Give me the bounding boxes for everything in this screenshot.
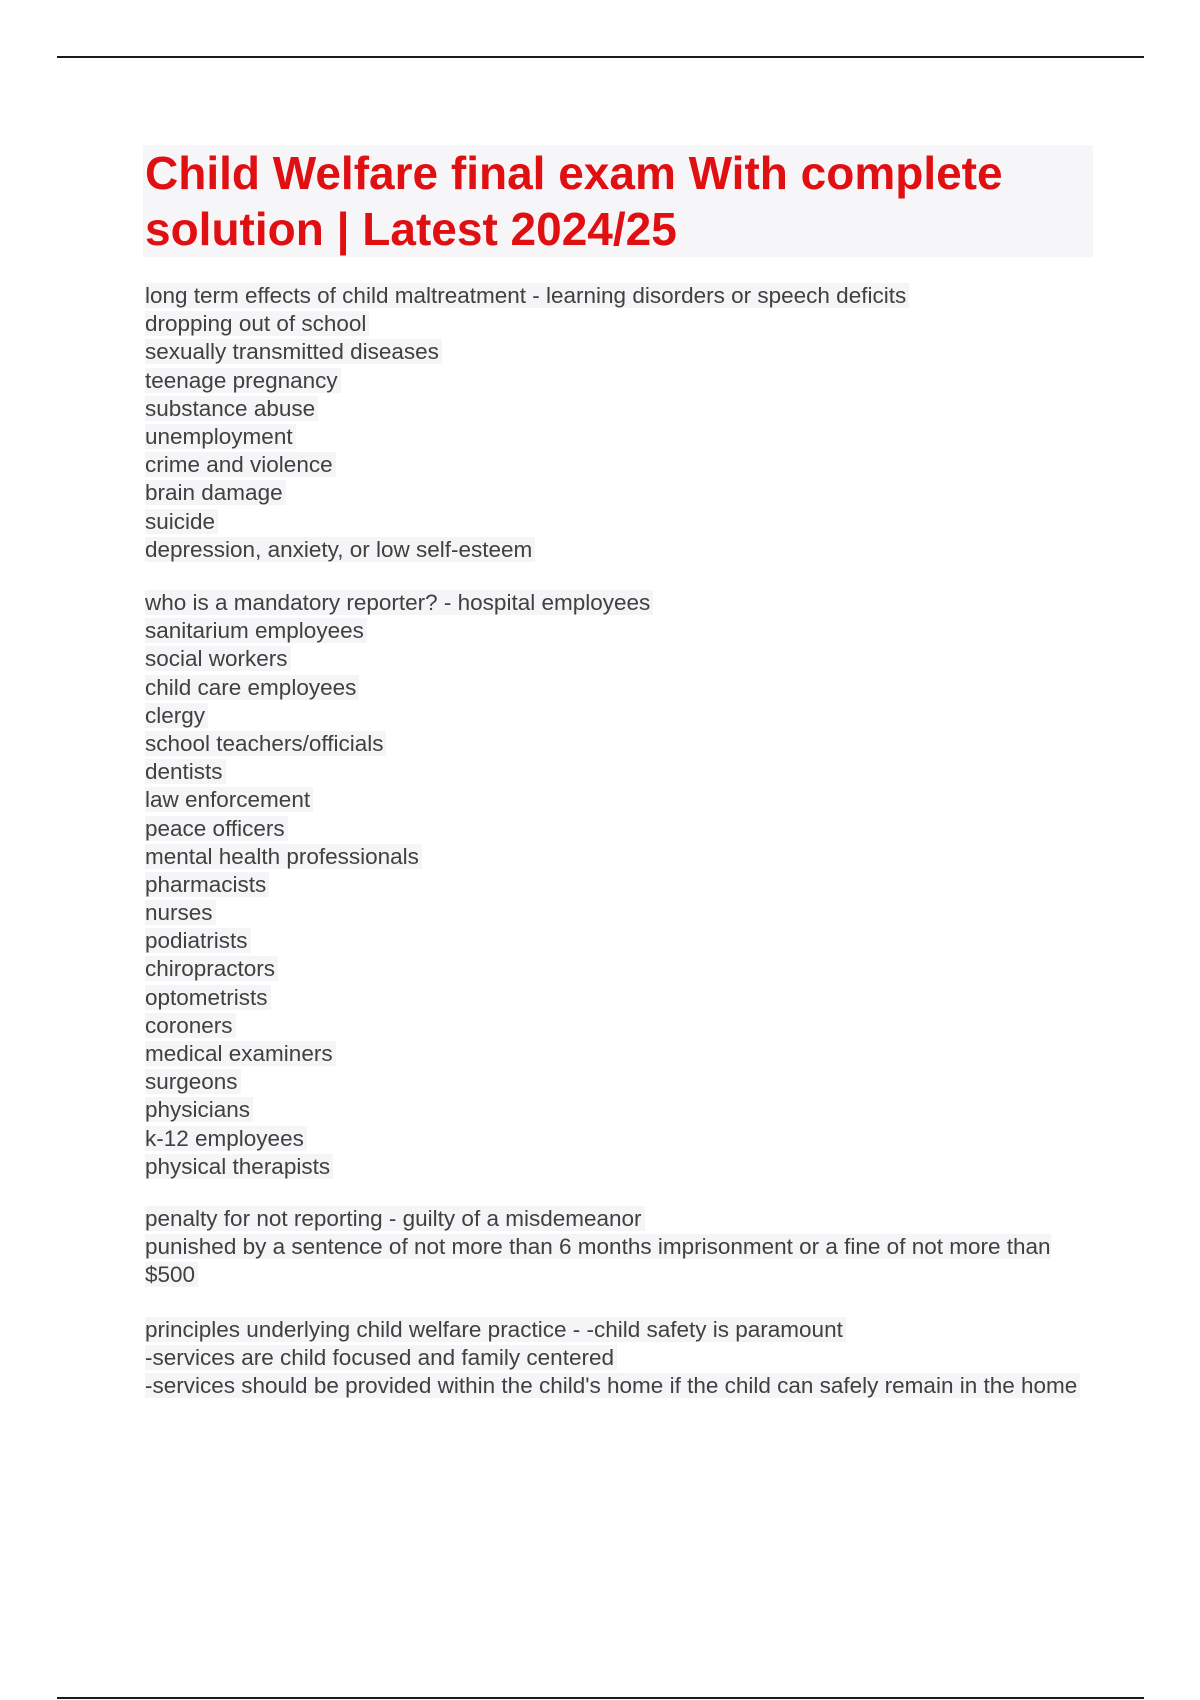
card-answer-line: -services are child focused and family centered [145,1345,617,1370]
card-answer-line: law enforcement [145,787,313,812]
question-answer-line [145,1317,846,1342]
card-question: penalty for not reporting [145,1206,383,1231]
card-answer-line: learning disorders or speech deficits [546,283,907,308]
card-separator: - [566,1317,587,1342]
card-answer-line: physicians [145,1097,253,1122]
card-answer-line: podiatrists [145,928,251,953]
card-answer-line: surgeons [145,1069,241,1094]
document-title [143,145,1093,257]
card-answer-line: punished by a sentence of not more than 6 months imprisonment or a fine of not more than $500 [145,1234,1051,1288]
card-answer-line: k-12 employees [145,1126,307,1151]
card-answer-line: dropping out of school [145,311,369,336]
card-answer-line: dentists [145,759,226,784]
card-separator: - [526,283,547,308]
card-answer-line: sexually transmitted diseases [145,339,442,364]
card-answer-line: suicide [145,509,218,534]
card-answer-line: mental health professionals [145,844,422,869]
card-question: long term effects of child maltreatment [145,283,527,308]
card-answer-line: medical examiners [145,1041,336,1066]
card-question: who is a mandatory reporter? [145,590,438,615]
card-answer-line: school teachers/officials [145,731,386,756]
card-answer-line: optometrists [145,985,271,1010]
card-answer-line: substance abuse [145,396,318,421]
card-answer-line: teenage pregnancy [145,368,341,393]
card-answer-line: social workers [145,646,291,671]
card-answer-line: sanitarium employees [145,618,367,643]
card-answer-line: depression, anxiety, or low self-esteem [145,537,535,562]
flashcard-3 [145,1205,1085,1290]
title-line-1: Child Welfare final exam With complete [145,147,1003,199]
card-separator: - [382,1206,403,1231]
card-answer-line: -child safety is paramount [586,1317,843,1342]
card-answer-line: child care employees [145,675,359,700]
card-answer-line: crime and violence [145,452,336,477]
flashcard-1 [145,282,1085,564]
top-rule [57,56,1144,58]
card-answer-line: chiropractors [145,956,278,981]
card-answer-line: coroners [145,1013,236,1038]
card-question: principles underlying child welfare practice [145,1317,567,1342]
card-answer-line: -services should be provided within the child's home if the child can safely remain in the home [145,1373,1080,1398]
flashcard-4 [145,1316,1085,1401]
card-separator: - [437,590,458,615]
card-answer-line: pharmacists [145,872,269,897]
question-answer-line [145,590,653,615]
card-answer-line: peace officers [145,816,288,841]
card-answer-line: nurses [145,900,216,925]
title-line-2: solution | Latest 2024/25 [145,203,677,255]
card-answer-line: brain damage [145,480,286,505]
question-answer-line [145,283,909,308]
flashcard-2 [145,589,1085,1181]
question-answer-line [145,1206,645,1231]
card-answer-line: physical therapists [145,1154,333,1179]
card-answer-line: unemployment [145,424,296,449]
bottom-rule [57,1697,1144,1699]
card-answer-line: guilty of a misdemeanor [402,1206,642,1231]
card-answer-line: hospital employees [457,590,651,615]
card-answer-line: clergy [145,703,208,728]
